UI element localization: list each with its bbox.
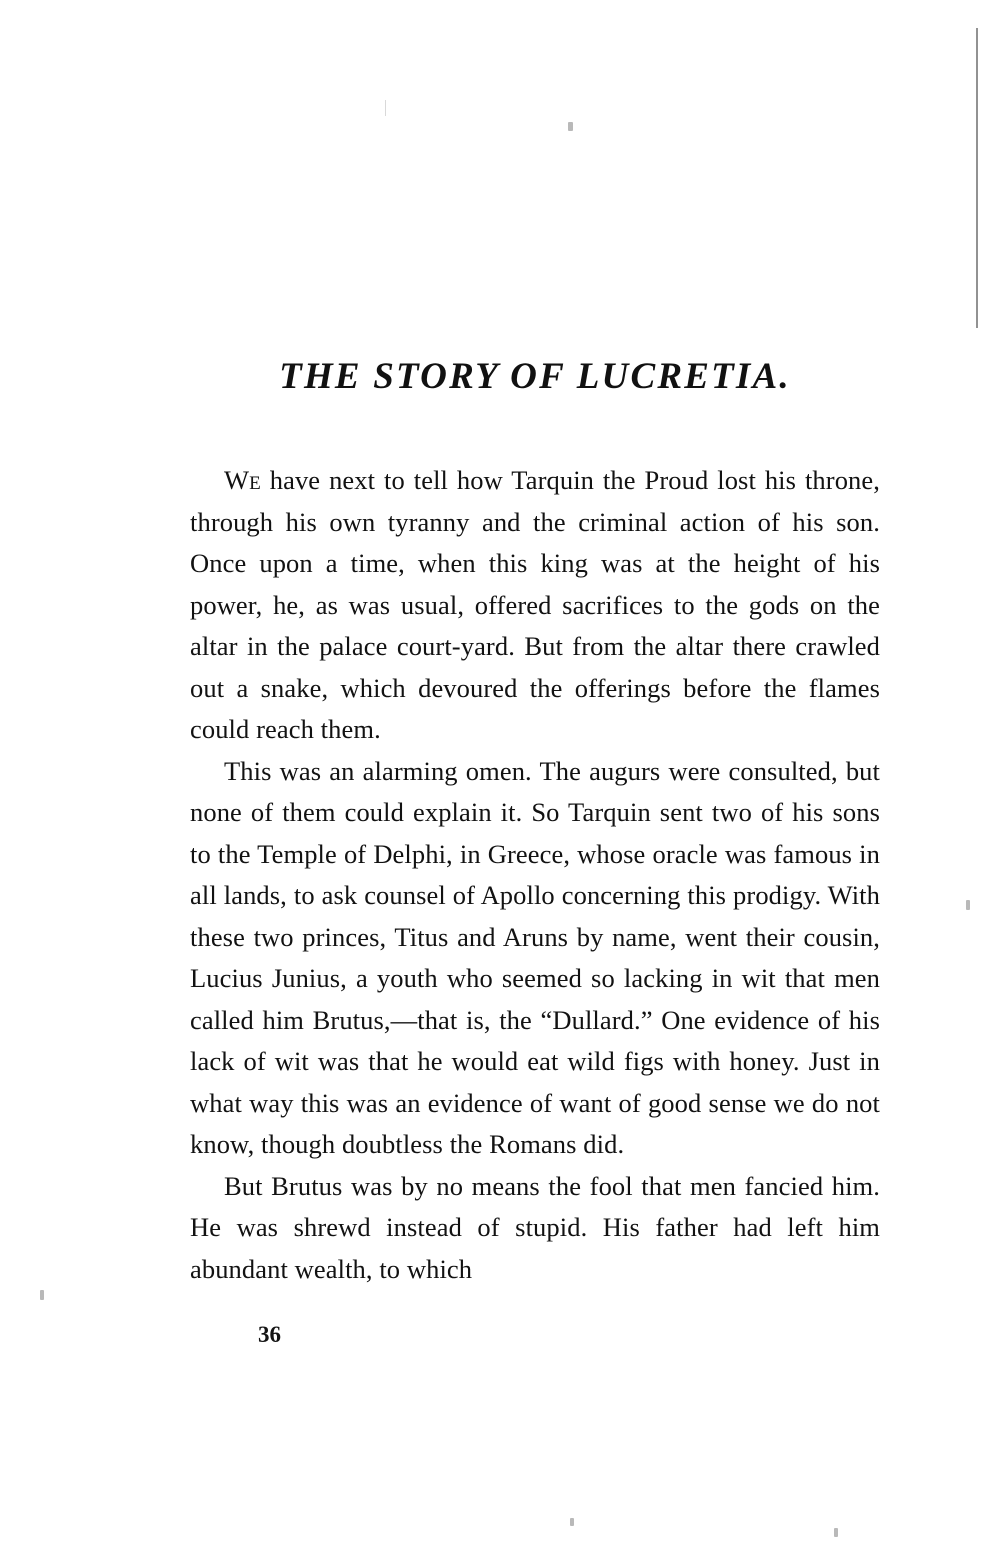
scan-speck	[40, 1290, 44, 1300]
text-column	[190, 355, 880, 1290]
body-paragraph: This was an alarming omen. The augurs were consulted, but none of them could explain it. So Tarquin sent two of his sons to the Temple of Delphi, in Greece, whose oracle was famous in all lands, to ask counsel of Apollo concerning this prodigy. With these two princes, Titus and Aruns by name, went their cousin, Lucius Junius, a youth who seemed so lacking in wit that men called him Brutus,—that is, the “Dullard.” One evidence of his lack of wit was that he would eat wild figs with honey. Just in what way this was an evidence of want of good sense we do not know, though doubtless the Romans did.	[190, 755, 880, 1159]
body-paragraph: But Brutus was by no means the fool that men fancied him. He was shrewd instead of stupid. His father had left him abundant wealth, to which	[190, 1170, 880, 1284]
scan-speck	[570, 1518, 574, 1526]
scan-speck	[568, 122, 573, 131]
scan-speck	[834, 1528, 838, 1537]
body-paragraph: We have next to tell how Tarquin the Proud lost his throne, through his own tyranny and the criminal action of his son. Once upon a time, when this king was at the height of his power, he, as was usual, offered sacrifices to the gods on the altar in the palace court-yard. But from the altar there crawled out a snake, which devoured the offerings before the flames could reach them.	[190, 465, 880, 744]
page-edge-rule	[976, 28, 978, 328]
small-caps-lead: We	[224, 465, 261, 495]
page-title: THE STORY OF LUCRETIA.	[279, 356, 791, 397]
scan-speck	[966, 900, 970, 910]
scan-artifact	[385, 100, 386, 116]
page-number: 36	[258, 1322, 281, 1347]
